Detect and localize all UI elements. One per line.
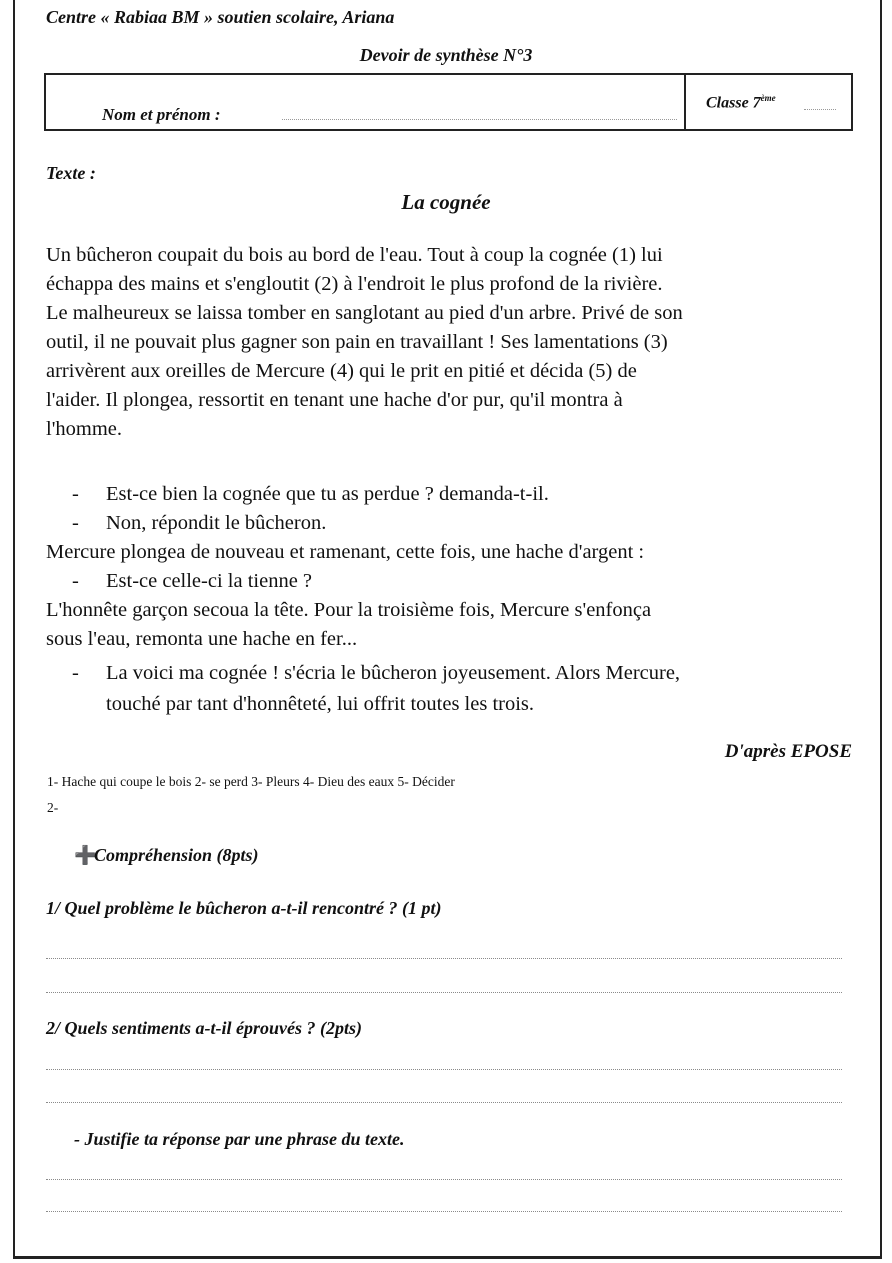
dialogue-text: Est-ce bien la cognée que tu as perdue ? demanda-t-il. xyxy=(106,483,549,505)
narration-line xyxy=(46,538,644,567)
pointer-hand-icon: ➕ xyxy=(74,845,97,865)
answer-line[interactable] xyxy=(46,1068,842,1070)
dialogue-line xyxy=(72,659,680,688)
paragraph-line: l'aider. Il plongea, ressortit en tenant une hache d'or pur, qu'il montra à xyxy=(46,389,623,411)
dialogue-text: Mercure plongea de nouveau et ramenant, cette fois, une hache d'argent : xyxy=(46,541,645,563)
comprehension-title: Compréhension (8pts) xyxy=(94,845,259,865)
dialogue-text: touché par tant d'honnêteté, lui offrit toutes les trois. xyxy=(106,693,535,715)
narration-line xyxy=(46,596,651,625)
dialogue-line xyxy=(72,567,312,596)
paragraph-line: outil, il ne pouvait plus gagner son pain en travaillant ! Ses lamentations (3) xyxy=(46,331,668,353)
class-suffix: ème xyxy=(760,93,776,103)
answer-line[interactable] xyxy=(46,1210,842,1212)
dialogue-text: sous l'eau, remonta une hache en fer... xyxy=(46,628,358,650)
vocabulary-notes-2: 2- xyxy=(47,800,59,815)
comprehension-heading xyxy=(74,845,259,866)
paragraph-line: Le malheureux se laissa tomber en sanglotant au pied d'un arbre. Privé de son xyxy=(46,302,683,324)
name-field[interactable] xyxy=(282,109,677,120)
answer-line[interactable] xyxy=(46,1178,842,1180)
dialogue-dash: - xyxy=(72,662,79,684)
dialogue-dash: - xyxy=(72,512,79,534)
class-label xyxy=(706,93,776,112)
vocabulary-notes: 1- Hache qui coupe le bois 2- se perd 3- Pleurs 4- Dieu des eaux 5- Décider xyxy=(47,774,455,789)
paragraph-line: arrivèrent aux oreilles de Mercure (4) qui le prit en pitié et décida (5) de xyxy=(46,360,637,382)
student-info-box xyxy=(44,73,853,131)
dialogue-line xyxy=(106,690,534,719)
text-section-label: Texte : xyxy=(46,163,96,183)
name-label: Nom et prénom : xyxy=(102,105,221,124)
narration-line xyxy=(46,625,357,654)
dialogue-dash: - xyxy=(72,570,79,592)
question-2: 2/ Quels sentiments a-t-il éprouvés ? (2pts) xyxy=(46,1018,362,1038)
school-header: Centre « Rabiaa BM » soutien scolaire, Ariana xyxy=(46,7,395,27)
exam-title: Devoir de synthèse N°3 xyxy=(359,45,533,65)
paragraph-line: Un bûcheron coupait du bois au bord de l'eau. Tout à coup la cognée (1) lui xyxy=(46,244,663,266)
dialogue-text: Est-ce celle-ci la tienne ? xyxy=(106,570,313,592)
attribution: D'après EPOSE xyxy=(724,741,852,762)
dialogue-dash: - xyxy=(72,483,79,505)
paragraph-line: l'homme. xyxy=(46,418,123,440)
answer-line[interactable] xyxy=(46,1101,842,1103)
dialogue-text: Non, répondit le bûcheron. xyxy=(106,512,327,534)
question-3: - Justifie ta réponse par une phrase du texte. xyxy=(74,1129,405,1149)
question-1: 1/ Quel problème le bûcheron a-t-il rencontré ? (1 pt) xyxy=(46,898,442,918)
answer-line[interactable] xyxy=(46,991,842,993)
paragraph-line: échappa des mains et s'engloutit (2) à l'endroit le plus profond de la rivière. xyxy=(46,273,663,295)
class-label-text: Classe 7 xyxy=(706,94,761,112)
answer-line[interactable] xyxy=(46,957,842,959)
dialogue-text: La voici ma cognée ! s'écria le bûcheron joyeusement. Alors Mercure, xyxy=(106,662,681,684)
story-title: La cognée xyxy=(401,190,491,214)
class-field[interactable] xyxy=(804,99,836,110)
box-divider xyxy=(684,75,686,129)
dialogue-line xyxy=(72,509,326,538)
dialogue-text: L'honnête garçon secoua la tête. Pour la troisième fois, Mercure s'enfonça xyxy=(46,599,652,621)
dialogue-line xyxy=(72,480,549,509)
